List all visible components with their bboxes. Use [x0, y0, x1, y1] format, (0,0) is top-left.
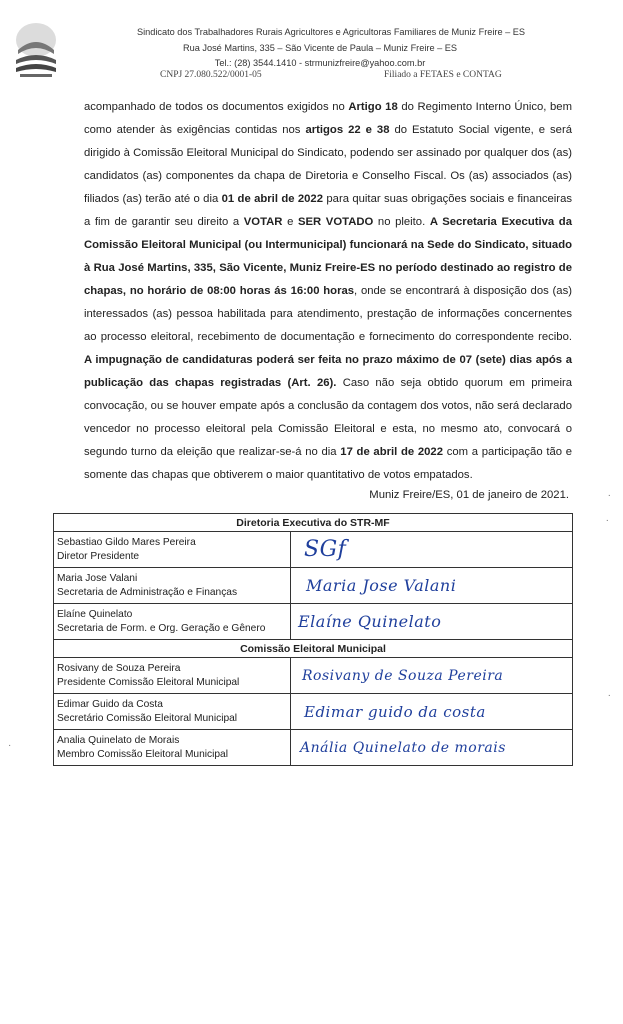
margin-speck: ·: [607, 690, 611, 701]
signer-role: Secretaria de Form. e Org. Geração e Gênero: [57, 622, 266, 634]
signature-row: [54, 658, 573, 694]
margin-speck: ·: [8, 740, 12, 751]
signature-row: [54, 604, 573, 640]
union-name: Sindicato dos Trabalhadores Rurais Agricultores e Agricultoras Familiares de Muniz Freire – ES: [136, 27, 526, 37]
section-title-diretoria: Diretoria Executiva do STR-MF: [54, 514, 573, 532]
signature-row: [54, 694, 573, 730]
place-and-date: Muniz Freire/ES, 01 de janeiro de 2021.: [369, 489, 569, 501]
signer-name: Rosivany de Souza Pereira: [57, 662, 181, 674]
signature-row: [54, 730, 573, 766]
margin-speck: ·: [607, 490, 611, 501]
union-contact: Tel.: (28) 3544.1410 - strmunizfreire@yahoo.com.br: [214, 58, 426, 68]
signer-name: Edimar Guido da Costa: [57, 698, 163, 710]
union-address: Rua José Martins, 335 – São Vicente de Paula – Muniz Freire – ES: [182, 43, 458, 53]
margin-speck: ·: [605, 515, 609, 526]
signer-name: Sebastiao Gildo Mares Pereira: [57, 536, 196, 548]
handwritten-signature: Edimar guido da costa: [304, 702, 486, 721]
signer-role: Secretário Comissão Eleitoral Municipal: [57, 712, 238, 724]
signatures-table: [53, 513, 573, 766]
signer-role: Membro Comissão Eleitoral Municipal: [57, 748, 228, 760]
signer-name: Elaíne Quinelato: [57, 608, 133, 620]
signer-role: Presidente Comissão Eleitoral Municipal: [57, 676, 240, 688]
union-affiliation: Filiado a FETAES e CONTAG: [384, 70, 502, 80]
handwritten-signature: Rosivany de Souza Pereira: [302, 667, 504, 684]
notice-body-paragraph: acompanhado de todos os documentos exigidos no Artigo 18 do Regimento Interno Único, bem como atender às exigências contidas nos artigos 22 e 38 do Estatuto Social vigente, e será dirigido à Comissão Eleitoral Municipal do Sindicato, podendo ser assinado por qualquer dos (as) candidatos (as) componentes da chapa de Diretoria e Conselho Fiscal. Os (as) associados (as) filiados (as) terão até o dia 01 de abril de 2022 para quitar suas obrigações sociais e financeiras a fim de garantir seu direito a VOTAR e SER VOTADO no pleito. A Secretaria Executiva da Comissão Eleitoral Municipal (ou Intermunicipal) funcionará na Sede do Sindicato, situado à Rua José Martins, 335, São Vicente, Muniz Freire-ES no período destinado ao registro de chapas, no horário de 08:00 horas ás 16:00 horas, onde se encontrará à disposição dos (as) interessados (as) pessoa habilitada para atendimento, prestação de informações concernentes ao processo eleitoral, recebimento de documentação e fornecimento do correspondente recibo. A impugnação de candidaturas poderá ser feita no prazo máximo de 07 (sete) dias após a publicação das chapas registradas (Art. 26). Caso não seja obtido quorum em primeira convocação, ou se houver empate após a conclusão da contagem dos votos, não será declarado vencedor no processo eleitoral pela Comissão Eleitoral e esta, no mesmo ato, convocará o segundo turno da eleição que realizar-se-á no dia 17 de abril de 2022 com a participação tão e somente das chapas que obtiverem o maior quantitativo de votos empatados.: [84, 101, 573, 481]
union-logo-icon: [14, 20, 58, 78]
signer-role: Secretaria de Administração e Finanças: [57, 586, 238, 598]
handwritten-signature: SGf: [304, 537, 347, 562]
handwritten-signature: Anália Quinelato de morais: [300, 739, 506, 756]
signature-row: [54, 568, 573, 604]
signer-role: Diretor Presidente: [57, 550, 140, 562]
signer-name: Maria Jose Valani: [57, 572, 138, 584]
signer-name: Analia Quinelato de Morais: [57, 734, 180, 746]
handwritten-signature: Maria Jose Valani: [306, 576, 457, 595]
section-title-comissao: Comissão Eleitoral Municipal: [54, 640, 573, 658]
signature-row: [54, 532, 573, 568]
union-cnpj: CNPJ 27.080.522/0001-05: [160, 70, 262, 80]
handwritten-signature: Elaíne Quinelato: [298, 612, 442, 631]
